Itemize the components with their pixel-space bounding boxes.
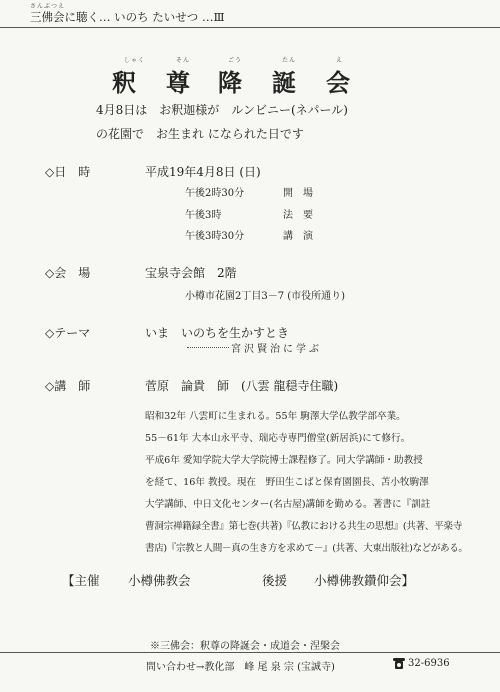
bio-line: 昭和32年 八雲町に生まれる。55年 駒澤大学仏教学部卒業。 xyxy=(145,411,406,422)
support-name: 小樽佛教鑽仰会】 xyxy=(314,573,415,588)
subtitle-leader-line xyxy=(187,347,229,348)
series-title: 三佛会に聴く… いのち たいせつ …Ⅲ xyxy=(30,10,225,24)
speaker-name: 菅原 論貴 師 (八雲 龍穏寺住職) xyxy=(145,379,339,393)
venue-address: 小樽市花園2丁目3－7 (市役所通り) xyxy=(185,291,346,302)
bio-line: を経て、16年 教授。現在 野田生こばと保育園園長、苫小牧駒澤 xyxy=(145,477,429,488)
bio-line: 55－61年 大本山永平寺、瑞応寺専門僧堂(新居浜)にて修行。 xyxy=(145,433,411,444)
contact-text: 問い合わせ→教化部 峰 尾 泉 宗 (宝誠寺) xyxy=(146,662,335,673)
schedule-event: 開 場 xyxy=(283,188,313,199)
title-ruby-1: しゃく xyxy=(124,57,146,64)
intro-line-1: 4月8日は お釈迦様が ルンビニー(ネパール) xyxy=(96,103,348,117)
speaker-label: ◇講 師 xyxy=(45,379,91,393)
footer-note: ※三佛会：釈尊の降誕会・成道会・涅槃会 xyxy=(150,641,340,652)
theme-label: ◇テーマ xyxy=(45,326,91,340)
support-label: 後援 xyxy=(262,573,288,588)
speaker-bio xyxy=(145,406,485,560)
bio-line: 大学講師、中日文化センター(名古屋)講師を勤める。著書に『訓註 xyxy=(145,499,431,510)
intro-line-2: の花園で お生まれ になられた日です xyxy=(96,127,304,141)
bio-line: 平成6年 愛知学院大学大学院博士課程修了。同大学講師・助教授 xyxy=(145,455,423,466)
theme-main: いま いのちを生かすとき xyxy=(145,326,290,340)
title-char-4: 誕 xyxy=(272,68,297,97)
title-char-5: 会 xyxy=(326,68,351,97)
datetime-label: ◇日 時 xyxy=(45,165,91,179)
series-ruby: さんぶつえ xyxy=(30,3,66,10)
footer-divider xyxy=(0,652,500,653)
title-ruby-5: え xyxy=(336,57,344,64)
schedule-time: 午後3時30分 xyxy=(185,231,245,242)
host-name: 小樽佛教会 xyxy=(128,573,191,588)
event-date: 平成19年4月8日 (日) xyxy=(145,165,261,179)
title-ruby-2: そん xyxy=(176,57,191,64)
title-char-1: 釈 xyxy=(112,68,137,97)
venue-label: ◇会 場 xyxy=(45,266,91,280)
theme-subtitle: 宮沢賢治に学ぶ xyxy=(231,344,322,355)
header-divider xyxy=(0,27,500,28)
phone-number: 32-6936 xyxy=(408,658,450,669)
title-ruby-4: たん xyxy=(282,57,297,64)
title-char-2: 尊 xyxy=(166,68,191,97)
schedule-time: 午後2時30分 xyxy=(185,188,245,199)
venue-name: 宝泉寺会館 2階 xyxy=(145,266,237,280)
host-label: 【主催 xyxy=(62,573,100,588)
schedule-time: 午後3時 xyxy=(185,210,222,221)
schedule-event: 法 要 xyxy=(283,210,313,221)
schedule-event: 講 演 xyxy=(283,231,313,242)
title-ruby-3: ごう xyxy=(228,57,243,64)
phone-icon xyxy=(392,657,406,670)
bio-line: 書店)『宗教と人間－真の生き方を求めて－』(共著、大東出版社)などがある。 xyxy=(145,543,468,554)
bio-line: 曹洞宗禅籍録全書』第七巻(共著)『仏教における共生の思想』(共著、平楽寺 xyxy=(145,521,463,532)
title-char-3: 降 xyxy=(218,68,243,97)
